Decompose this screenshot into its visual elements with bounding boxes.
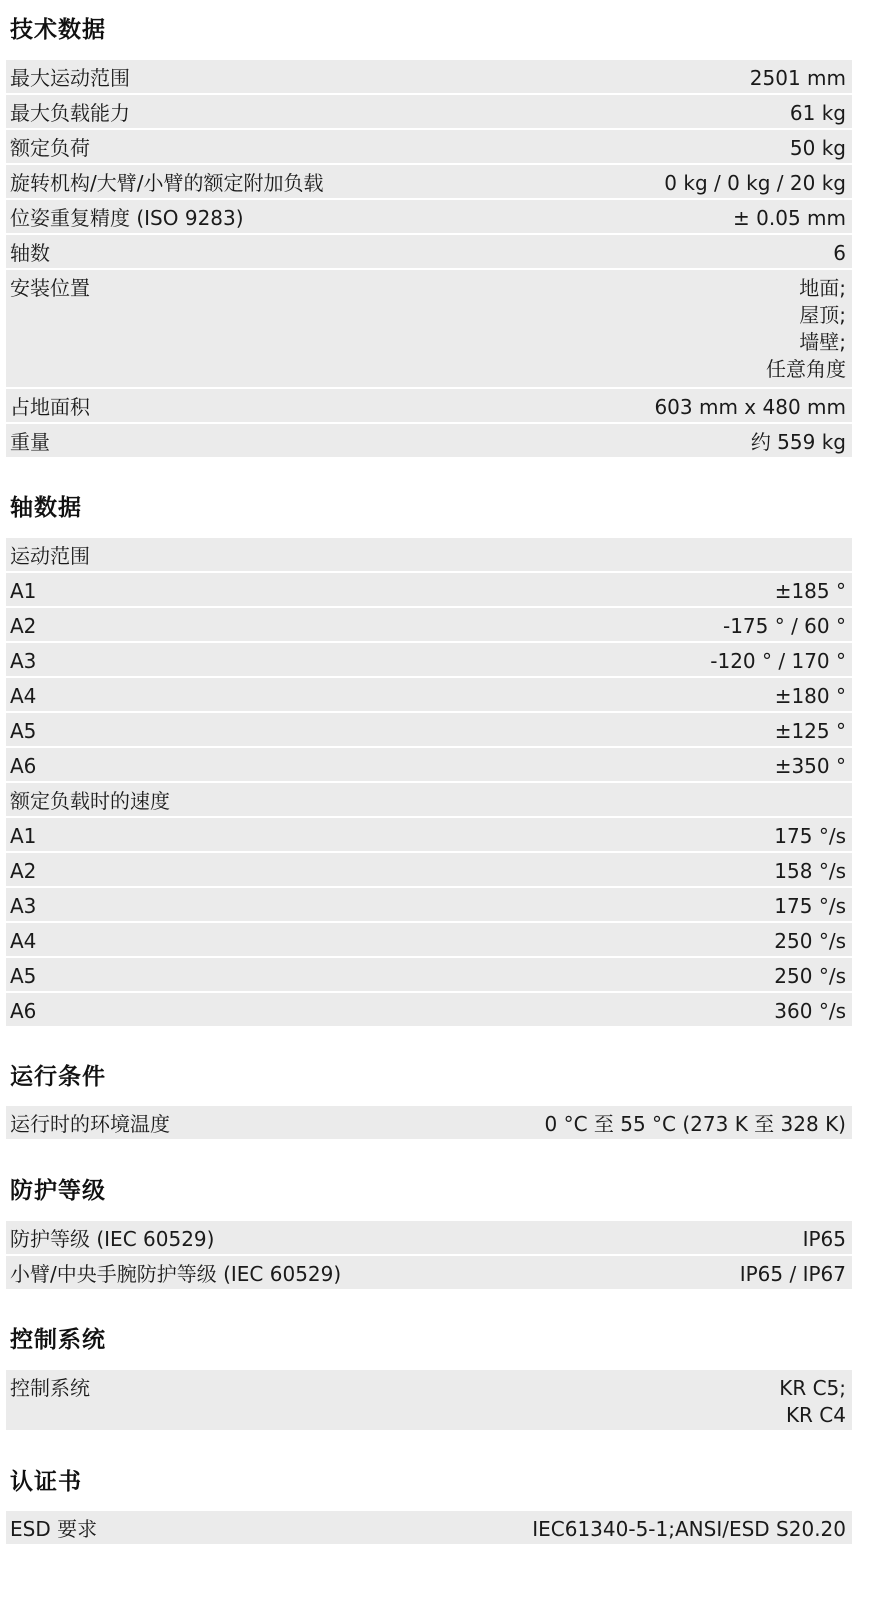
row-value: 158 °/s bbox=[774, 859, 846, 883]
row-label: A4 bbox=[10, 929, 37, 953]
row-value: 0 °C 至 55 °C (273 K 至 328 K) bbox=[544, 1112, 846, 1136]
row-label: 占地面积 bbox=[10, 395, 90, 419]
row-label: ESD 要求 bbox=[10, 1517, 98, 1541]
row-value: 250 °/s bbox=[774, 929, 846, 953]
table-row bbox=[6, 608, 852, 643]
row-value: 61 kg bbox=[789, 101, 846, 125]
table-row bbox=[6, 60, 852, 95]
row-value: IP65 bbox=[802, 1227, 846, 1251]
row-label: 运行时的环境温度 bbox=[10, 1112, 170, 1136]
row-value: -175 ° / 60 ° bbox=[722, 614, 846, 638]
table-row bbox=[6, 923, 852, 958]
row-label: 轴数 bbox=[10, 241, 50, 265]
row-value: 175 °/s bbox=[774, 894, 846, 918]
row-label: 防护等级 (IEC 60529) bbox=[10, 1227, 215, 1251]
value-line: KR C5; bbox=[779, 1376, 846, 1400]
row-value: 175 °/s bbox=[774, 824, 846, 848]
row-label: 重量 bbox=[10, 430, 50, 454]
table-operating bbox=[6, 1106, 852, 1141]
table-row bbox=[6, 165, 852, 200]
value-line: 地面; bbox=[799, 276, 846, 300]
row-label: A2 bbox=[10, 859, 37, 883]
row-value: 50 kg bbox=[789, 136, 846, 160]
section-title-control: 控制系统 bbox=[10, 1327, 106, 1353]
table-row bbox=[6, 200, 852, 235]
row-label: 控制系统 bbox=[10, 1376, 90, 1400]
table-row bbox=[6, 643, 852, 678]
value-line: KR C4 bbox=[785, 1403, 846, 1427]
section-title-tech: 技术数据 bbox=[10, 17, 106, 43]
value-line: 任意角度 bbox=[766, 357, 846, 381]
table-row bbox=[6, 748, 852, 783]
table-control bbox=[6, 1370, 852, 1432]
table-row bbox=[6, 678, 852, 713]
row-label: 位姿重复精度 (ISO 9283) bbox=[10, 206, 244, 230]
row-value: -120 ° / 170 ° bbox=[710, 649, 846, 673]
row-label: A4 bbox=[10, 684, 37, 708]
table-protection bbox=[6, 1221, 852, 1291]
table-row bbox=[6, 1256, 852, 1291]
row-value: ±180 ° bbox=[774, 684, 846, 708]
table-tech bbox=[6, 60, 852, 459]
row-label: 小臂/中央手腕防护等级 (IEC 60529) bbox=[10, 1262, 342, 1286]
row-label: 旋转机构/大臂/小臂的额定附加负载 bbox=[10, 171, 324, 195]
row-label: 最大负载能力 bbox=[10, 101, 130, 125]
table-row bbox=[6, 424, 852, 459]
row-value: IEC61340-5-1;ANSI/ESD S20.20 bbox=[532, 1517, 846, 1541]
value-line: 墙壁; bbox=[799, 330, 846, 354]
row-label: A3 bbox=[10, 649, 37, 673]
row-label: A3 bbox=[10, 894, 37, 918]
table-row bbox=[6, 818, 852, 853]
row-value: 250 °/s bbox=[774, 964, 846, 988]
table-row bbox=[6, 270, 852, 389]
row-label: A6 bbox=[10, 754, 37, 778]
row-label: A6 bbox=[10, 999, 37, 1023]
row-value bbox=[766, 275, 846, 383]
row-label: 额定负荷 bbox=[10, 136, 90, 160]
row-value: 2501 mm bbox=[749, 66, 846, 90]
row-label: 运动范围 bbox=[10, 544, 90, 568]
row-label: A5 bbox=[10, 964, 37, 988]
table-row bbox=[6, 389, 852, 424]
table-row bbox=[6, 573, 852, 608]
row-value: ±350 ° bbox=[774, 754, 846, 778]
section-title-cert: 认证书 bbox=[10, 1469, 82, 1495]
row-label: A1 bbox=[10, 824, 37, 848]
table-row bbox=[6, 95, 852, 130]
row-value: 603 mm x 480 mm bbox=[654, 395, 846, 419]
row-label: A1 bbox=[10, 579, 37, 603]
row-label: 额定负载时的速度 bbox=[10, 789, 170, 813]
row-label: A2 bbox=[10, 614, 37, 638]
table-row bbox=[6, 1511, 852, 1546]
row-label: A5 bbox=[10, 719, 37, 743]
row-label: 最大运动范围 bbox=[10, 66, 130, 90]
table-cert bbox=[6, 1511, 852, 1546]
row-value: 360 °/s bbox=[774, 999, 846, 1023]
row-value: ±125 ° bbox=[774, 719, 846, 743]
table-row bbox=[6, 235, 852, 270]
value-line: 屋顶; bbox=[799, 303, 846, 327]
row-value: 0 kg / 0 kg / 20 kg bbox=[664, 171, 846, 195]
row-value: ±185 ° bbox=[774, 579, 846, 603]
table-row bbox=[6, 888, 852, 923]
table-row bbox=[6, 958, 852, 993]
row-value: 6 bbox=[833, 241, 846, 265]
row-label: 安装位置 bbox=[10, 276, 90, 300]
table-row bbox=[6, 783, 852, 818]
row-value: 约 559 kg bbox=[750, 430, 846, 454]
row-value: ± 0.05 mm bbox=[733, 206, 846, 230]
table-row bbox=[6, 538, 852, 573]
section-title-protection: 防护等级 bbox=[10, 1178, 106, 1204]
table-axis bbox=[6, 538, 852, 1028]
section-title-operating: 运行条件 bbox=[10, 1064, 106, 1090]
table-row bbox=[6, 853, 852, 888]
section-title-axis: 轴数据 bbox=[10, 495, 82, 521]
row-value: IP65 / IP67 bbox=[739, 1262, 846, 1286]
table-row bbox=[6, 1370, 852, 1432]
table-row bbox=[6, 993, 852, 1028]
table-row bbox=[6, 130, 852, 165]
table-row bbox=[6, 1106, 852, 1141]
row-value bbox=[779, 1375, 846, 1429]
table-row bbox=[6, 713, 852, 748]
table-row bbox=[6, 1221, 852, 1256]
